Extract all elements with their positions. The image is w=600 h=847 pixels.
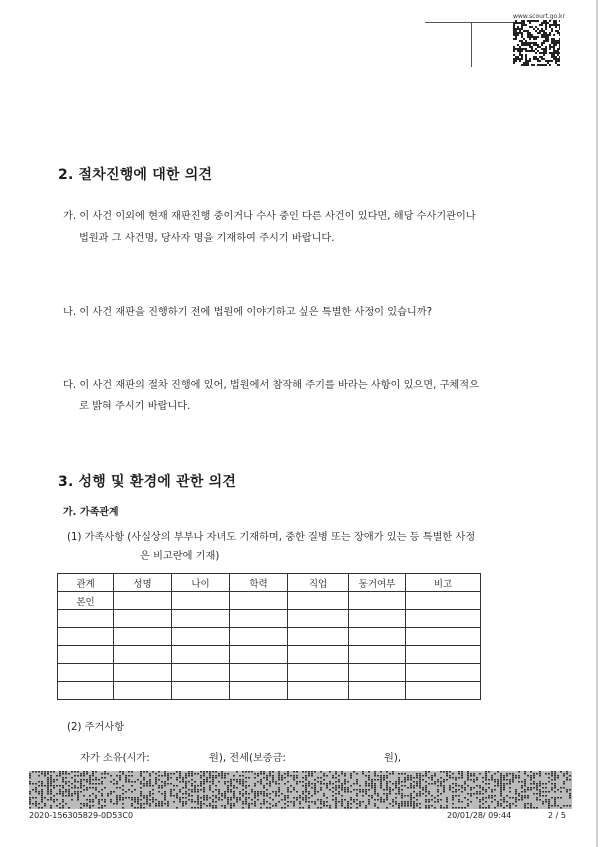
fax-noise-band (29, 771, 572, 809)
table-cell (288, 592, 349, 610)
col-header: 학력 (230, 574, 288, 592)
col-header: 나이 (172, 574, 230, 592)
table-cell (172, 610, 230, 628)
table-cell (230, 664, 288, 682)
qr-code-icon (513, 20, 560, 66)
table-cell (406, 610, 481, 628)
table-cell (58, 664, 114, 682)
table-row (58, 646, 481, 664)
table-cell (172, 592, 230, 610)
item-ga-line2: 법원과 그 사건명, 당사자 명을 기재하여 주시기 바랍니다. (79, 233, 335, 244)
item-ga-line1: 가. 이 사건 이외에 현재 재판진행 중이거나 수사 중인 다른 사건이 있다면, 해당 수사기관이나 (63, 211, 476, 222)
table-cell (406, 646, 481, 664)
table-cell (406, 592, 481, 610)
table-cell (172, 682, 230, 700)
table-cell (230, 592, 288, 610)
table-cell (349, 646, 406, 664)
document-id: 2020-156305829-0D53C0 (29, 811, 134, 820)
table-cell (58, 628, 114, 646)
table-cell (114, 646, 172, 664)
table-cell (349, 628, 406, 646)
table-cell (288, 682, 349, 700)
table-cell (406, 682, 481, 700)
table-cell (406, 664, 481, 682)
table-cell (172, 628, 230, 646)
section-2-title: 2. 절차진행에 대한 의견 (58, 167, 213, 183)
table-cell (349, 592, 406, 610)
table-cell (406, 628, 481, 646)
table-cell (172, 646, 230, 664)
table-row (58, 628, 481, 646)
table-cell (58, 610, 114, 628)
table-cell (230, 646, 288, 664)
fax-timestamp: 20/01/28/ 09:44 (447, 811, 512, 820)
family-table (57, 573, 481, 700)
table-cell (58, 646, 114, 664)
table-row (58, 592, 481, 610)
table-cell (114, 682, 172, 700)
item-na: 나. 이 사건 재판을 진행하기 전에 법원에 이야기하고 싶은 특별한 사정이 있습니까? (63, 307, 433, 318)
item-da-line2: 로 밝혀 주시기 바랍니다. (79, 401, 191, 412)
table-cell (288, 610, 349, 628)
table-cell (230, 628, 288, 646)
table-cell (349, 682, 406, 700)
col-header: 직업 (288, 574, 349, 592)
housing-jeonse-end: 원), (384, 753, 402, 764)
section-3-title: 3. 성행 및 환경에 관한 의견 (58, 474, 237, 490)
table-cell (114, 610, 172, 628)
table-cell (114, 628, 172, 646)
table-cell (288, 628, 349, 646)
page-number: 2 / 5 (548, 811, 566, 820)
sub-ga-family: 가. 가족관계 (63, 507, 119, 518)
table-cell (230, 682, 288, 700)
item-1-line1: (1) 가족사항 (사실상의 부부나 자녀도 기재하며, 중한 질병 또는 장애가 있는 등 특별한 사정 (67, 532, 476, 543)
col-header: 비고 (406, 574, 481, 592)
table-row (58, 682, 481, 700)
table-row (58, 664, 481, 682)
table-cell (114, 664, 172, 682)
table-cell (114, 592, 172, 610)
table-row (58, 610, 481, 628)
table-cell (288, 664, 349, 682)
table-cell (349, 664, 406, 682)
header-url: www.scourt.go.kr (513, 13, 565, 20)
page-edge (596, 0, 598, 847)
col-header: 관계 (58, 574, 114, 592)
item-1-line2: 은 비고란에 기재) (140, 551, 220, 562)
item-2: (2) 주거사항 (67, 722, 125, 733)
table-cell (349, 610, 406, 628)
table-cell (58, 682, 114, 700)
table-cell (230, 610, 288, 628)
item-da-line1: 다. 이 사건 재판의 절차 진행에 있어, 법원에서 참작해 주기를 바라는 사항이 있으면, 구체적으 (63, 380, 479, 391)
col-header: 성명 (114, 574, 172, 592)
housing-jeonse-label: 원), 전세(보증금: (209, 753, 286, 764)
table-cell (172, 664, 230, 682)
table-header-row (58, 574, 481, 592)
header-divider (471, 22, 472, 67)
header-rule (425, 22, 513, 23)
col-header: 동거여부 (349, 574, 406, 592)
table-cell (288, 646, 349, 664)
housing-own-label: 자가 소유(시가: (80, 753, 150, 764)
table-cell: 본인 (58, 592, 114, 610)
